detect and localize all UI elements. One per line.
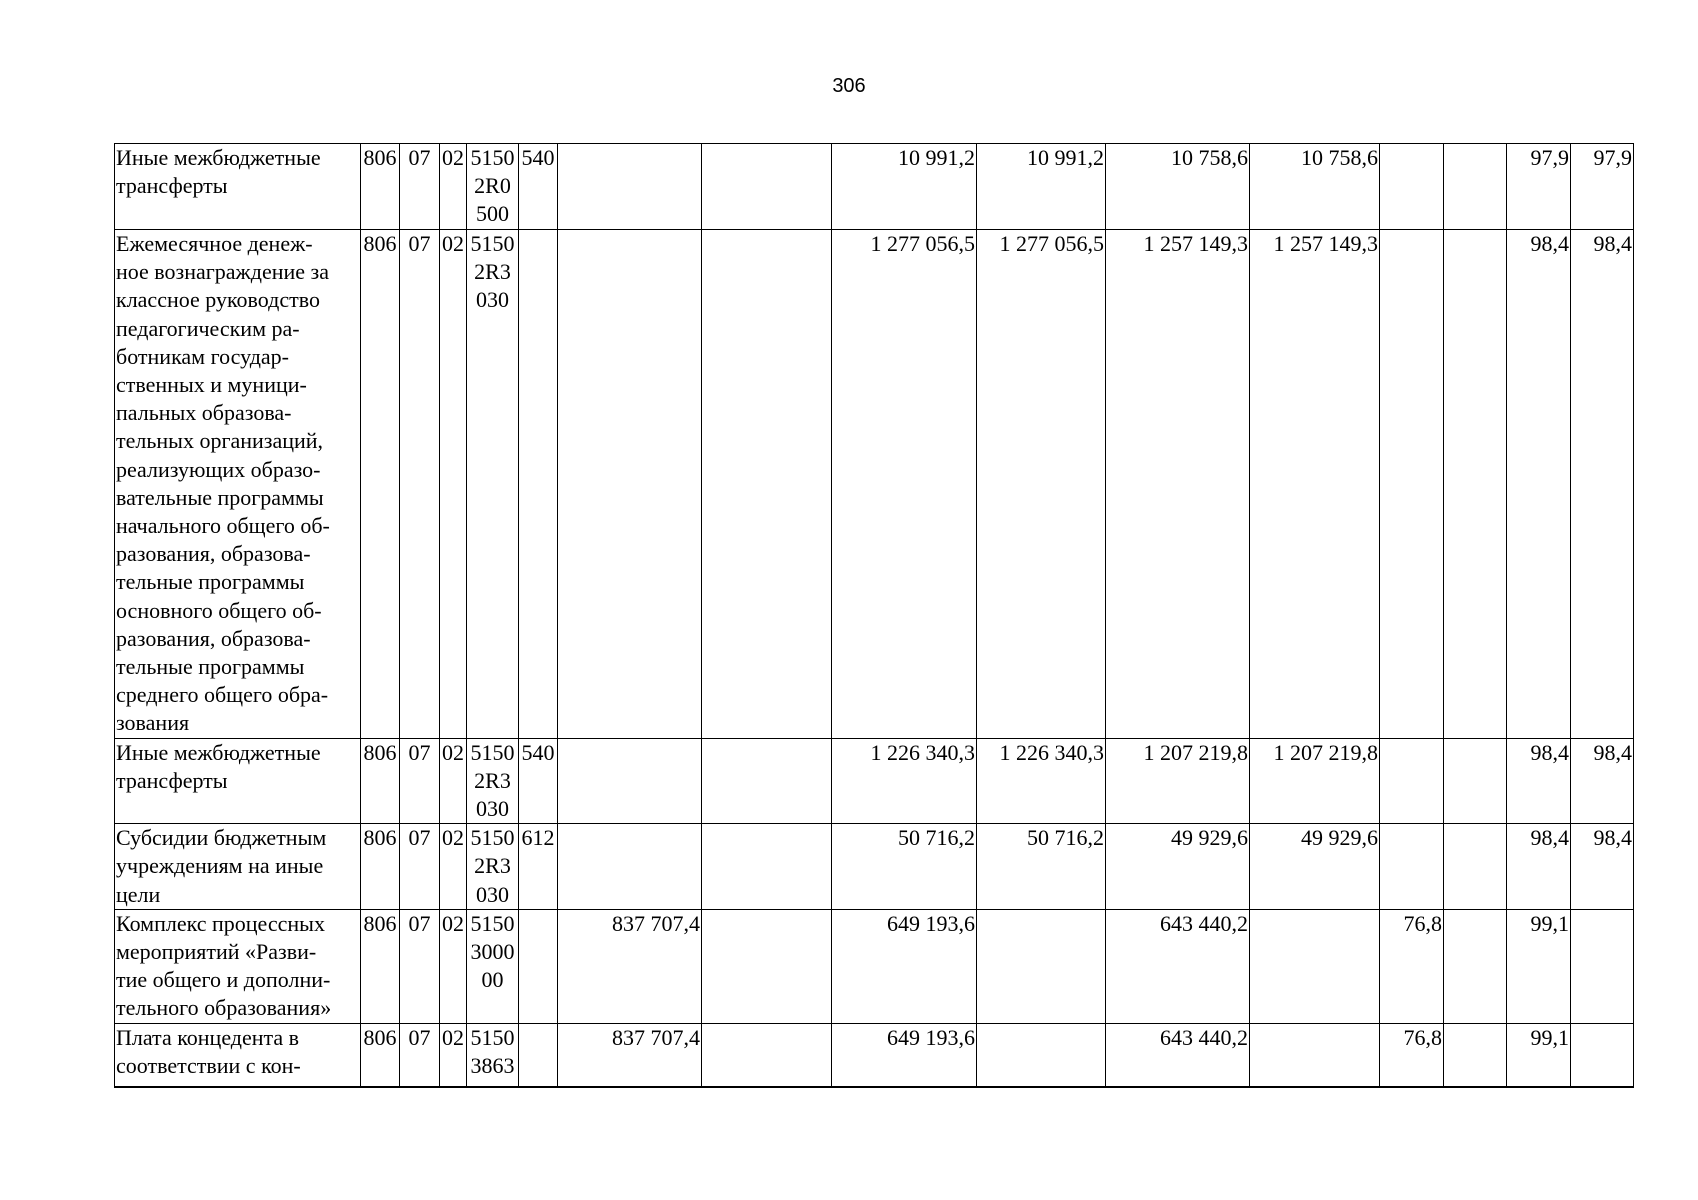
cell-expense-type <box>519 909 558 1023</box>
cell-section: 07 <box>400 738 440 824</box>
cell-percent-4 <box>1571 909 1634 1023</box>
cell-value-1: 837 707,4 <box>558 1023 702 1087</box>
cell-name-line: тельные программы <box>116 654 305 680</box>
cell-value-2 <box>702 738 832 824</box>
cell-percent-2 <box>1444 909 1507 1023</box>
cell-section: 07 <box>400 824 440 910</box>
cell-subsection: 02 <box>440 1023 467 1087</box>
cell-target-code-line: 5150 <box>470 739 515 765</box>
cell-name-line: ственных и муници- <box>116 372 307 398</box>
cell-target-code <box>467 738 519 824</box>
cell-value-3: 10 991,2 <box>832 144 977 230</box>
cell-target-code-line: 2R0 <box>474 173 511 199</box>
cell-percent-2 <box>1444 738 1507 824</box>
cell-percent-2 <box>1444 824 1507 910</box>
cell-percent-3: 98,4 <box>1507 230 1571 739</box>
cell-target-code-line: 500 <box>476 201 509 227</box>
cell-percent-3: 98,4 <box>1507 738 1571 824</box>
cell-name-line: зования <box>116 710 190 736</box>
cell-target-code-line: 5150 <box>470 145 515 170</box>
cell-target-code-line: 5150 <box>470 825 515 851</box>
cell-name-line: тельного образования» <box>116 995 332 1021</box>
cell-value-2 <box>702 144 832 230</box>
cell-grbs: 806 <box>361 909 400 1023</box>
cell-name-line: Комплекс процессных <box>116 910 325 936</box>
page-number: 306 <box>832 75 866 97</box>
cell-name-line: тельных организаций, <box>116 428 324 454</box>
cell-subsection: 02 <box>440 144 467 230</box>
cell-name-line: Иные межбюджетные <box>116 145 321 170</box>
budget-table <box>114 143 1634 1088</box>
table-row <box>115 824 1634 910</box>
cell-percent-3: 97,9 <box>1507 144 1571 230</box>
cell-target-code-line: 00 <box>481 967 504 993</box>
cell-target-code-line: 030 <box>476 881 509 907</box>
cell-value-6: 49 929,6 <box>1250 824 1380 910</box>
cell-value-4: 1 277 056,5 <box>977 230 1106 739</box>
cell-value-5: 1 257 149,3 <box>1106 230 1250 739</box>
cell-value-3: 50 716,2 <box>832 824 977 910</box>
cell-subsection: 02 <box>440 909 467 1023</box>
cell-percent-2 <box>1444 1023 1507 1087</box>
cell-target-code-line: 2R3 <box>474 767 511 793</box>
cell-subsection: 02 <box>440 230 467 739</box>
cell-name-line: разования, образова- <box>116 625 311 651</box>
cell-value-4: 1 226 340,3 <box>977 738 1106 824</box>
cell-target-code-line: 2R3 <box>474 853 511 879</box>
cell-value-1 <box>558 144 702 230</box>
cell-name-line: основного общего об- <box>116 597 322 623</box>
cell-name-line: цели <box>116 881 161 907</box>
cell-target-code-line: 3863 <box>470 1052 515 1078</box>
cell-value-4: 10 991,2 <box>977 144 1106 230</box>
cell-name-line: среднего общего обра- <box>116 682 329 708</box>
cell-target-code-line: 5150 <box>470 231 515 256</box>
cell-name-line: учреждениям на иные <box>116 853 324 879</box>
cell-name-line: ботникам государ- <box>116 343 290 369</box>
cell-value-4 <box>977 1023 1106 1087</box>
table-row <box>115 909 1634 1023</box>
cell-name-line: классное руководство <box>116 287 320 313</box>
cell-name <box>115 824 361 910</box>
cell-percent-1: 76,8 <box>1380 909 1444 1023</box>
cell-percent-4: 98,4 <box>1571 230 1634 739</box>
cell-value-6 <box>1250 909 1380 1023</box>
cell-name-line: тие общего и дополни- <box>116 967 331 993</box>
cell-name-line: соответствии с кон- <box>116 1052 301 1078</box>
table-row <box>115 144 1634 230</box>
cell-name-line: трансферты <box>116 173 228 199</box>
cell-value-3: 1 226 340,3 <box>832 738 977 824</box>
cell-name-line: мероприятий «Разви- <box>116 939 317 965</box>
cell-section: 07 <box>400 1023 440 1087</box>
cell-name-line: начального общего об- <box>116 513 330 539</box>
table-row <box>115 738 1634 824</box>
cell-percent-4: 98,4 <box>1571 738 1634 824</box>
cell-value-3: 649 193,6 <box>832 1023 977 1087</box>
cell-value-5: 643 440,2 <box>1106 909 1250 1023</box>
cell-percent-1 <box>1380 144 1444 230</box>
cell-target-code-line: 030 <box>476 796 509 822</box>
table-row <box>115 1023 1634 1087</box>
cell-target-code-line: 2R3 <box>474 259 511 285</box>
cell-value-3: 649 193,6 <box>832 909 977 1023</box>
cell-value-6: 1 257 149,3 <box>1250 230 1380 739</box>
cell-value-1 <box>558 824 702 910</box>
cell-section: 07 <box>400 909 440 1023</box>
cell-target-code-line: 5150 <box>470 910 515 936</box>
cell-value-4 <box>977 909 1106 1023</box>
cell-subsection: 02 <box>440 738 467 824</box>
cell-percent-1 <box>1380 738 1444 824</box>
cell-target-code <box>467 230 519 739</box>
cell-target-code <box>467 909 519 1023</box>
cell-value-5: 10 758,6 <box>1106 144 1250 230</box>
cell-percent-2 <box>1444 144 1507 230</box>
cell-name <box>115 1023 361 1087</box>
table-row <box>115 230 1634 739</box>
cell-value-5: 49 929,6 <box>1106 824 1250 910</box>
cell-name-line: Субсидии бюджетным <box>116 825 327 851</box>
cell-grbs: 806 <box>361 1023 400 1087</box>
cell-value-3: 1 277 056,5 <box>832 230 977 739</box>
cell-value-2 <box>702 824 832 910</box>
cell-target-code-line: 3000 <box>470 939 515 965</box>
cell-percent-4 <box>1571 1023 1634 1087</box>
cell-target-code <box>467 144 519 230</box>
cell-value-6: 10 758,6 <box>1250 144 1380 230</box>
cell-name-line: разования, образова- <box>116 541 311 567</box>
cell-name-line: Плата концедента в <box>116 1024 300 1050</box>
cell-percent-4: 97,9 <box>1571 144 1634 230</box>
cell-value-5: 1 207 219,8 <box>1106 738 1250 824</box>
cell-target-code-line: 030 <box>476 287 509 313</box>
cell-value-4: 50 716,2 <box>977 824 1106 910</box>
cell-percent-3: 99,1 <box>1507 909 1571 1023</box>
cell-name-line: ное вознаграждение за <box>116 259 329 285</box>
cell-percent-3: 98,4 <box>1507 824 1571 910</box>
cell-name-line: вательные программы <box>116 484 324 510</box>
cell-section: 07 <box>400 230 440 739</box>
cell-name <box>115 909 361 1023</box>
cell-percent-3: 99,1 <box>1507 1023 1571 1087</box>
cell-value-1: 837 707,4 <box>558 909 702 1023</box>
cell-subsection: 02 <box>440 824 467 910</box>
cell-expense-type <box>519 230 558 739</box>
cell-value-2 <box>702 909 832 1023</box>
cell-value-1 <box>558 230 702 739</box>
cell-name-line: тельные программы <box>116 569 305 595</box>
cell-name <box>115 738 361 824</box>
cell-value-2 <box>702 230 832 739</box>
cell-percent-1 <box>1380 824 1444 910</box>
cell-target-code <box>467 824 519 910</box>
cell-expense-type <box>519 1023 558 1087</box>
cell-target-code <box>467 1023 519 1087</box>
cell-name-line: педагогическим ра- <box>116 315 300 341</box>
cell-name-line: Ежемесячное денеж- <box>116 231 313 256</box>
cell-name <box>115 144 361 230</box>
cell-section: 07 <box>400 144 440 230</box>
cell-grbs: 806 <box>361 144 400 230</box>
cell-expense-type: 540 <box>519 738 558 824</box>
cell-value-6 <box>1250 1023 1380 1087</box>
cell-target-code-line: 5150 <box>470 1024 515 1050</box>
cell-percent-1 <box>1380 230 1444 739</box>
cell-name-line: реализующих образо- <box>116 456 321 482</box>
cell-percent-4: 98,4 <box>1571 824 1634 910</box>
cell-value-2 <box>702 1023 832 1087</box>
cell-grbs: 806 <box>361 230 400 739</box>
cell-name-line: пальных образова- <box>116 400 292 426</box>
cell-percent-2 <box>1444 230 1507 739</box>
cell-percent-1: 76,8 <box>1380 1023 1444 1087</box>
cell-grbs: 806 <box>361 824 400 910</box>
cell-grbs: 806 <box>361 738 400 824</box>
cell-expense-type: 612 <box>519 824 558 910</box>
cell-name-line: трансферты <box>116 767 228 793</box>
cell-name-line: Иные межбюджетные <box>116 739 321 765</box>
cell-value-1 <box>558 738 702 824</box>
cell-expense-type: 540 <box>519 144 558 230</box>
cell-value-6: 1 207 219,8 <box>1250 738 1380 824</box>
cell-value-5: 643 440,2 <box>1106 1023 1250 1087</box>
cell-name <box>115 230 361 739</box>
